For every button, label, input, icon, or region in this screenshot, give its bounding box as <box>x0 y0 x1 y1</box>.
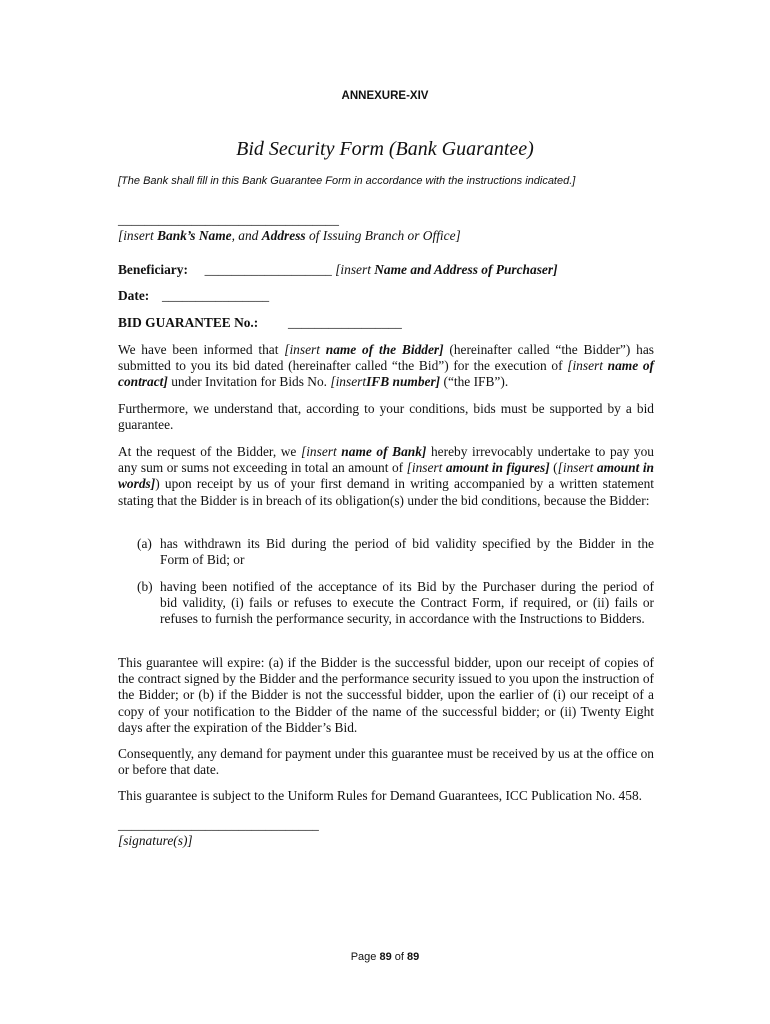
paragraph-bid-guarantee-required: Furthermore, we understand that, according to your conditions, bids must be supported by a bid guarantee. <box>118 401 654 433</box>
guarantee-no-row <box>118 315 258 331</box>
footer-of-text: of <box>391 951 408 963</box>
list-item-b <box>137 579 654 628</box>
p3-bank-name: name of Bank] <box>341 444 427 459</box>
paragraph-uniform-rules: This guarantee is subject to the Uniform Rules for Demand Guarantees, ICC Publication No. 458. <box>118 788 642 803</box>
paragraph-expiry: This guarantee will expire: (a) if the Bidder is the successful bidder, upon our receipt of copies of the contract signed by the Bidder and the performance security issued to you upon the instruction of the Bidder; or (b) if the Bidder is not the successful bidder, upon the earlier of (i) our receipt of a copy of your notification to the Bidder of the name of the successful bidder; or (ii) Twenty Eight days after the expiration of the Bidder’s Bid. <box>118 655 654 735</box>
beneficiary-blank: ___________________ <box>204 262 332 277</box>
p3-text-2: hereby irrevocably undertake to pay you any sum or sums not exceeding in total an amount of <box>118 444 654 476</box>
list-item-a-line-2: Form of Bid; or <box>160 552 245 568</box>
date-blank: ________________ <box>161 288 270 303</box>
bank-insert-text: [insert <box>118 228 158 243</box>
p3-amount-figures: amount in figures] <box>445 460 550 476</box>
p1-text-3: under Invitation for Bids No. <box>167 374 331 390</box>
bank-name-instruction <box>118 228 461 244</box>
bank-address-label: Address <box>261 228 309 243</box>
page-number-footer <box>0 951 770 963</box>
beneficiary-insert-text: [insert <box>335 262 375 277</box>
p1-insert-3: [insert <box>330 374 367 390</box>
beneficiary-label: Beneficiary: <box>118 262 188 277</box>
beneficiary-purchaser-text: Name and Address of Purchaser] <box>374 262 558 277</box>
list-item-b-line-1: having been notified of the acceptance of its Bid by the Purchaser during the period of <box>160 579 654 594</box>
beneficiary-instruction <box>335 262 557 277</box>
bank-and-text: , and <box>231 228 262 243</box>
p3-text-1: At the request of the Bidder, we <box>118 444 301 459</box>
p3-insert-2: [insert <box>406 460 446 476</box>
date-label: Date: <box>118 288 150 303</box>
paragraph-bidder-informed <box>118 342 654 391</box>
date-row <box>118 288 269 304</box>
p1-ifb-number: IFB number] <box>366 374 441 390</box>
guarantee-no-label: BID GUARANTEE No.: <box>118 315 259 330</box>
p3-insert-3: [insert <box>557 460 597 476</box>
form-title: Bid Security Form (Bank Guarantee) <box>236 138 534 160</box>
signature-label: [signature(s)] <box>118 833 193 848</box>
footer-total-pages: 89 <box>407 951 420 963</box>
p3-amount-words: amount in words] <box>118 460 654 492</box>
p3-text-3: ( <box>549 460 558 476</box>
footer-current-page: 89 <box>379 951 392 963</box>
p1-text-2: (hereinafter called “the Bidder”) has submitted to you its bid dated (hereinafter called “the Bid”) for the execution of <box>118 342 654 374</box>
p1-text-1: We have been informed that <box>118 342 285 357</box>
list-item-a <box>137 536 654 568</box>
bank-name-label: Bank’s Name <box>157 228 232 243</box>
p1-text-4: (“the IFB”). <box>440 374 509 390</box>
beneficiary-row <box>118 262 678 278</box>
p3-text-4: ) upon receipt by us of your first demand in writing accompanied by a written statement stating that the Bidder is in breach of its obligation(s) under the bid conditions, because the Bidder: <box>118 476 654 508</box>
list-item-a-label: (a) <box>137 536 152 551</box>
instruction-text: [The Bank shall fill in this Bank Guarantee Form in accordance with the instructions indicated.] <box>118 175 576 187</box>
list-item-b-rest: bid validity, (i) fails or refuses to execute the Contract Form, if required, or (ii) fails or refuses to furnish the performance security, in accordance with the Instructions to Bidders. <box>160 595 654 627</box>
p1-insert-2: [insert <box>567 358 608 374</box>
signature-blank: ______________________________ <box>118 817 319 832</box>
guarantee-no-blank: _________________ <box>288 315 402 330</box>
bank-branch-text: of Issuing Branch or Office] <box>308 228 461 243</box>
p1-contract-name: name of contract] <box>118 358 654 390</box>
paragraph-demand-deadline: Consequently, any demand for payment under this guarantee must be received by us at the office on or before that date. <box>118 746 654 778</box>
bank-name-blank: _________________________________ <box>118 212 339 227</box>
list-item-b-label: (b) <box>137 579 153 594</box>
annexure-heading: ANNEXURE-XIV <box>341 90 429 102</box>
p1-bidder-name: name of the Bidder] <box>325 342 444 357</box>
p1-insert-1: [insert <box>284 342 326 357</box>
list-item-a-line-1: has withdrawn its Bid during the period of bid validity specified by the Bidder in the <box>160 536 654 551</box>
paragraph-undertaking <box>118 444 654 509</box>
p3-insert-1: [insert <box>300 444 342 459</box>
footer-page-prefix: Page <box>350 951 380 963</box>
